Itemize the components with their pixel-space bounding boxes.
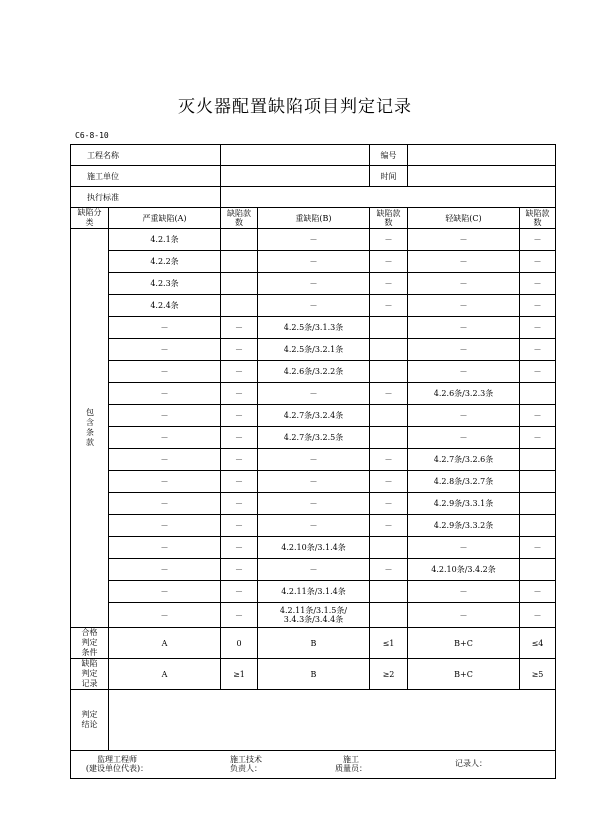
severe-clause-cell: － xyxy=(109,537,221,559)
recorder-signature-label: 记录人： xyxy=(455,759,487,768)
severe-clause-cell: － xyxy=(109,471,221,493)
severe-count-cell: － xyxy=(221,471,258,493)
minor-count-cell[interactable] xyxy=(520,383,556,405)
major-count-cell[interactable] xyxy=(370,603,408,628)
severe-count-cell: － xyxy=(221,361,258,383)
severe-count-cell[interactable] xyxy=(221,229,258,251)
defect-record-value: B+C xyxy=(408,659,520,690)
severe-defect-header: 严重缺陷(A) xyxy=(109,208,221,229)
minor-count-cell: － xyxy=(520,405,556,427)
minor-clause-cell: 4.2.6条/3.2.3条 xyxy=(408,383,520,405)
clause-row xyxy=(71,339,556,361)
severe-clause-cell: － xyxy=(109,405,221,427)
time-value[interactable] xyxy=(408,166,556,187)
minor-clause-cell: － xyxy=(408,229,520,251)
major-count-cell[interactable] xyxy=(370,361,408,383)
major-clause-cell: 4.2.11条/3.1.4条 xyxy=(258,581,370,603)
time-label: 时间 xyxy=(370,166,408,187)
minor-count-cell: － xyxy=(520,537,556,559)
minor-clause-cell: － xyxy=(408,537,520,559)
major-clause-cell: － xyxy=(258,251,370,273)
severe-clause-cell: － xyxy=(109,603,221,628)
minor-clause-cell: － xyxy=(408,317,520,339)
major-count-cell: － xyxy=(370,493,408,515)
standard-label: 执行标准 xyxy=(71,187,221,208)
tech-lead-signature-label: 施工技术 负责人： xyxy=(230,755,262,773)
major-count-cell: － xyxy=(370,383,408,405)
major-defect-header: 重缺陷(B) xyxy=(258,208,370,229)
minor-clause-cell: － xyxy=(408,251,520,273)
defect-record-value: ≥1 xyxy=(221,659,258,690)
severe-clause-cell: 4.2.2条 xyxy=(109,251,221,273)
severe-count-cell: － xyxy=(221,383,258,405)
header-row-project xyxy=(71,145,556,166)
major-clause-cell: － xyxy=(258,229,370,251)
major-clause-cell: － xyxy=(258,449,370,471)
major-count-header: 缺陷款数 xyxy=(370,208,408,229)
major-clause-cell: 4.2.7条/3.2.5条 xyxy=(258,427,370,449)
severe-count-cell: － xyxy=(221,581,258,603)
severe-count-header: 缺陷款数 xyxy=(221,208,258,229)
clause-row xyxy=(71,515,556,537)
minor-clause-cell: － xyxy=(408,273,520,295)
minor-count-cell: － xyxy=(520,251,556,273)
severe-count-cell: － xyxy=(221,559,258,581)
severe-count-cell: － xyxy=(221,449,258,471)
clause-row xyxy=(71,581,556,603)
clause-row xyxy=(71,295,556,317)
major-count-cell: － xyxy=(370,229,408,251)
defect-table xyxy=(70,144,556,779)
minor-clause-cell: － xyxy=(408,603,520,628)
major-count-cell: － xyxy=(370,515,408,537)
minor-count-cell[interactable] xyxy=(520,515,556,537)
conclusion-row xyxy=(71,690,556,751)
defect-record-value: B xyxy=(258,659,370,690)
quality-signature-label: 施工 质量员： xyxy=(335,755,367,773)
major-count-cell: － xyxy=(370,273,408,295)
pass-condition-value: 0 xyxy=(221,628,258,659)
minor-clause-cell: 4.2.9条/3.3.1条 xyxy=(408,493,520,515)
severe-clause-cell: 4.2.3条 xyxy=(109,273,221,295)
severe-clause-cell: 4.2.1条 xyxy=(109,229,221,251)
severe-count-cell: － xyxy=(221,317,258,339)
clause-row xyxy=(71,361,556,383)
header-row-unit xyxy=(71,166,556,187)
minor-count-cell: － xyxy=(520,273,556,295)
number-label: 编号 xyxy=(370,145,408,166)
column-header-row xyxy=(71,208,556,229)
severe-count-cell[interactable] xyxy=(221,251,258,273)
minor-clause-cell: － xyxy=(408,427,520,449)
minor-clause-cell: － xyxy=(408,339,520,361)
severe-count-cell: － xyxy=(221,515,258,537)
minor-count-cell: － xyxy=(520,317,556,339)
major-clause-cell: － xyxy=(258,515,370,537)
clause-row xyxy=(71,537,556,559)
included-clauses-label: 包含条款 xyxy=(71,229,109,628)
severe-clause-cell: － xyxy=(109,427,221,449)
severe-count-cell[interactable] xyxy=(221,273,258,295)
minor-clause-cell: － xyxy=(408,405,520,427)
severe-clause-cell: － xyxy=(109,581,221,603)
minor-count-cell: － xyxy=(520,581,556,603)
standard-value[interactable] xyxy=(221,187,556,208)
minor-count-cell: － xyxy=(520,339,556,361)
minor-count-header: 缺陷款数 xyxy=(520,208,556,229)
defect-record-label: 缺陷判定记录 xyxy=(71,659,109,690)
major-count-cell[interactable] xyxy=(370,317,408,339)
project-name-label: 工程名称 xyxy=(71,145,221,166)
severe-count-cell: － xyxy=(221,339,258,361)
major-clause-cell: 4.2.5条/3.1.3条 xyxy=(258,317,370,339)
signature-cell xyxy=(71,751,556,779)
construction-unit-label: 施工单位 xyxy=(71,166,221,187)
supervisor-signature-label: 监理工程师 (建设单位代表)： xyxy=(85,755,149,773)
major-count-cell: － xyxy=(370,471,408,493)
clause-row xyxy=(71,471,556,493)
clause-row xyxy=(71,449,556,471)
clause-row xyxy=(71,273,556,295)
form-code: C6-8-10 xyxy=(75,131,109,140)
minor-count-cell[interactable] xyxy=(520,449,556,471)
major-count-cell: － xyxy=(370,449,408,471)
major-count-cell[interactable] xyxy=(370,339,408,361)
severe-count-cell: － xyxy=(221,537,258,559)
minor-defect-header: 轻缺陷(C) xyxy=(408,208,520,229)
clause-row xyxy=(71,493,556,515)
severe-clause-cell: － xyxy=(109,493,221,515)
minor-clause-cell: － xyxy=(408,581,520,603)
clause-row xyxy=(71,427,556,449)
clause-row xyxy=(71,251,556,273)
minor-count-cell[interactable] xyxy=(520,493,556,515)
minor-clause-cell: － xyxy=(408,295,520,317)
severe-clause-cell: － xyxy=(109,339,221,361)
major-clause-cell: 4.2.7条/3.2.4条 xyxy=(258,405,370,427)
clause-row xyxy=(71,229,556,251)
major-clause-cell: － xyxy=(258,471,370,493)
major-count-cell[interactable] xyxy=(370,537,408,559)
severe-clause-cell: － xyxy=(109,383,221,405)
severe-count-cell: － xyxy=(221,493,258,515)
defect-record-value: ≥2 xyxy=(370,659,408,690)
severe-clause-cell: － xyxy=(109,317,221,339)
signature-row xyxy=(71,751,556,779)
severe-clause-cell: 4.2.4条 xyxy=(109,295,221,317)
clause-row xyxy=(71,559,556,581)
minor-clause-cell: 4.2.8条/3.2.7条 xyxy=(408,471,520,493)
major-clause-cell: － xyxy=(258,383,370,405)
major-clause-cell: － xyxy=(258,295,370,317)
minor-clause-cell: － xyxy=(408,361,520,383)
major-clause-cell: 4.2.5条/3.2.1条 xyxy=(258,339,370,361)
severe-count-cell: － xyxy=(221,427,258,449)
pass-condition-value: ≤4 xyxy=(520,628,556,659)
major-clause-cell: 4.2.6条/3.2.2条 xyxy=(258,361,370,383)
pass-condition-value: B+C xyxy=(408,628,520,659)
major-clause-cell: － xyxy=(258,493,370,515)
major-clause-cell: － xyxy=(258,273,370,295)
minor-count-cell: － xyxy=(520,229,556,251)
major-clause-cell: 4.2.10条/3.1.4条 xyxy=(258,537,370,559)
severe-clause-cell: － xyxy=(109,559,221,581)
number-value[interactable] xyxy=(408,145,556,166)
project-name-value[interactable] xyxy=(221,145,370,166)
clause-row xyxy=(71,383,556,405)
severe-clause-cell: － xyxy=(109,449,221,471)
major-count-cell[interactable] xyxy=(370,405,408,427)
defect-category-header: 缺陷分类 xyxy=(71,208,109,229)
conclusion-value[interactable] xyxy=(109,690,556,751)
minor-count-cell: － xyxy=(520,361,556,383)
minor-clause-cell: 4.2.9条/3.3.2条 xyxy=(408,515,520,537)
pass-condition-row xyxy=(71,628,556,659)
major-count-cell: － xyxy=(370,295,408,317)
major-count-cell: － xyxy=(370,251,408,273)
major-clause-cell: － xyxy=(258,559,370,581)
pass-condition-value: A xyxy=(109,628,221,659)
minor-count-cell[interactable] xyxy=(520,559,556,581)
severe-count-cell[interactable] xyxy=(221,295,258,317)
minor-count-cell[interactable] xyxy=(520,471,556,493)
severe-clause-cell: － xyxy=(109,515,221,537)
minor-count-cell: － xyxy=(520,603,556,628)
minor-clause-cell: 4.2.10条/3.4.2条 xyxy=(408,559,520,581)
pass-condition-label: 合格判定条件 xyxy=(71,628,109,659)
severe-clause-cell: － xyxy=(109,361,221,383)
defect-record-row xyxy=(71,659,556,690)
pass-condition-value: ≤1 xyxy=(370,628,408,659)
conclusion-label: 判定结论 xyxy=(71,690,109,751)
construction-unit-value[interactable] xyxy=(221,166,370,187)
severe-count-cell: － xyxy=(221,603,258,628)
pass-condition-value: B xyxy=(258,628,370,659)
header-row-standard xyxy=(71,187,556,208)
clause-row xyxy=(71,317,556,339)
major-count-cell[interactable] xyxy=(370,581,408,603)
minor-count-cell: － xyxy=(520,427,556,449)
defect-record-value: ≥5 xyxy=(520,659,556,690)
major-count-cell[interactable] xyxy=(370,427,408,449)
major-count-cell: － xyxy=(370,559,408,581)
clause-row xyxy=(71,405,556,427)
minor-count-cell: － xyxy=(520,295,556,317)
major-clause-cell: 4.2.11条/3.1.5条/ 3.4.3条/3.4.4条 xyxy=(258,603,370,628)
defect-record-value: A xyxy=(109,659,221,690)
severe-count-cell: － xyxy=(221,405,258,427)
clause-row xyxy=(71,603,556,628)
page-title: 灭火器配置缺陷项目判定记录 xyxy=(178,97,412,117)
minor-clause-cell: 4.2.7条/3.2.6条 xyxy=(408,449,520,471)
